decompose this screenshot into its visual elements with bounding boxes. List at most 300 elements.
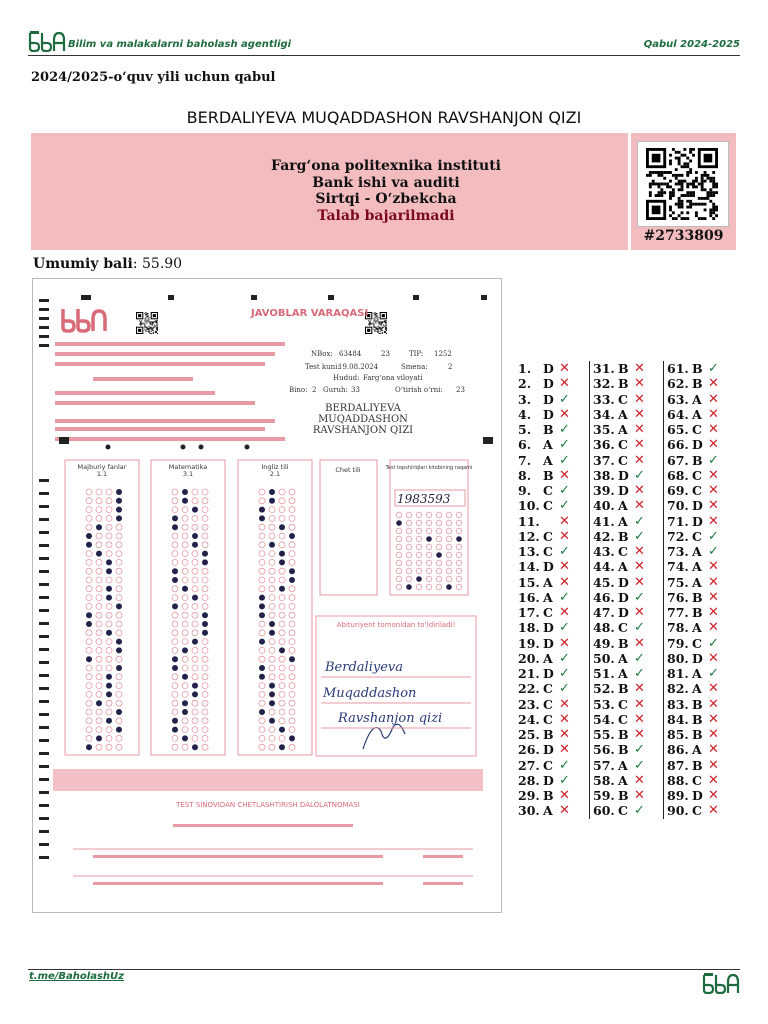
cross-icon: ✕ <box>708 620 719 636</box>
question-number: 18. <box>518 620 540 636</box>
answer-row <box>515 575 593 590</box>
question-number: 59. <box>593 788 615 803</box>
question-number: 66. <box>667 437 689 453</box>
answer-letter: C <box>543 696 553 712</box>
total-score <box>33 256 182 272</box>
answer-row <box>664 422 741 437</box>
question-number: 83. <box>667 696 689 712</box>
answer-row <box>664 758 741 773</box>
question-number: 64. <box>667 406 689 422</box>
answer-letter: A <box>692 406 702 422</box>
answer-column-1 <box>515 361 593 819</box>
answer-row <box>664 742 741 757</box>
sheet-section-5: Test topshiriqlari kitobining raqami <box>385 465 473 471</box>
answer-letter: C <box>543 711 553 727</box>
answer-letter: A <box>543 650 553 666</box>
cross-icon: ✕ <box>708 513 719 529</box>
sheet-qr-icon-2 <box>365 312 387 334</box>
cross-icon: ✕ <box>634 483 645 498</box>
answer-row <box>515 376 593 391</box>
question-number: 15. <box>518 574 540 590</box>
question-number: 53. <box>593 696 615 712</box>
answer-letter: B <box>543 467 554 483</box>
qr-code-icon <box>638 142 728 226</box>
check-icon: ✓ <box>708 666 719 681</box>
question-number: 26. <box>518 742 540 758</box>
answer-letter: A <box>618 559 628 575</box>
cross-icon: ✕ <box>559 361 570 376</box>
sheet-title: JAVOBLAR VARAQASI <box>251 308 369 319</box>
sheet-section-2: Matematika <box>168 463 208 471</box>
answer-row <box>590 376 667 391</box>
answer-letter: D <box>543 376 554 392</box>
sheet-orin: 23 <box>456 386 465 394</box>
cross-icon: ✕ <box>708 559 719 575</box>
cross-icon: ✕ <box>708 406 719 422</box>
answer-row <box>664 590 741 605</box>
question-number: 80. <box>667 650 689 666</box>
answer-letter: C <box>618 711 628 727</box>
admission-year: Qabul 2024-2025 <box>643 39 740 50</box>
question-number: 51. <box>593 666 615 681</box>
question-number: 84. <box>667 711 689 727</box>
cross-icon: ✕ <box>708 498 719 514</box>
answer-letter: C <box>618 803 628 819</box>
check-icon: ✓ <box>634 803 645 819</box>
answer-row <box>590 361 667 376</box>
answer-row <box>515 803 593 818</box>
answer-row <box>590 437 667 452</box>
answer-row <box>664 483 741 498</box>
answer-row <box>590 453 667 468</box>
cross-icon: ✕ <box>559 528 570 544</box>
answer-row <box>590 803 667 818</box>
sheet-qr-icon <box>136 312 158 334</box>
answer-row <box>515 422 593 437</box>
answer-letter: A <box>692 574 702 590</box>
question-number: 13. <box>518 544 540 559</box>
answer-letter: A <box>618 666 628 681</box>
answer-row <box>664 803 741 818</box>
question-number: 23. <box>518 696 540 712</box>
sheet-signature-1: Berdaliyeva <box>325 660 403 675</box>
question-number: 47. <box>593 605 615 620</box>
answer-sheet-scan <box>32 278 502 913</box>
status-text: Talab bajarilmadi <box>317 207 455 224</box>
answer-row <box>515 742 593 757</box>
answer-letter: A <box>618 422 628 437</box>
check-icon: ✓ <box>559 391 570 407</box>
question-number: 79. <box>667 635 689 651</box>
answer-row <box>590 575 667 590</box>
check-icon: ✓ <box>559 772 570 788</box>
cross-icon: ✕ <box>634 605 645 620</box>
check-icon: ✓ <box>559 681 570 697</box>
cross-icon: ✕ <box>634 635 645 651</box>
answer-row <box>590 681 667 696</box>
answer-row <box>664 437 741 452</box>
question-number: 6. <box>518 437 532 453</box>
question-number: 37. <box>593 452 615 468</box>
answer-row <box>515 361 593 376</box>
question-number: 17. <box>518 605 540 620</box>
answer-letter: C <box>692 528 702 544</box>
answer-letter: C <box>543 605 553 620</box>
answer-letter: C <box>543 681 553 697</box>
answer-row <box>515 666 593 681</box>
question-number: 28. <box>518 772 540 788</box>
answer-letter: B <box>618 681 629 697</box>
cross-icon: ✕ <box>634 772 645 788</box>
answer-letter: D <box>543 406 554 422</box>
answer-letter: A <box>543 574 553 590</box>
answer-row <box>664 681 741 696</box>
cross-icon: ✕ <box>634 559 645 575</box>
check-icon: ✓ <box>634 650 645 666</box>
answer-letter: B <box>692 589 703 605</box>
answer-letter: C <box>692 483 702 498</box>
cross-icon: ✕ <box>559 803 570 819</box>
candidate-name: BERDALIYEVA MUQADDASHON RAVSHANJON QIZI <box>186 108 582 127</box>
answer-letter: B <box>618 376 629 392</box>
bba-logo-icon <box>28 30 66 52</box>
answer-row <box>664 498 741 513</box>
question-number: 25. <box>518 727 540 742</box>
candidate-id: #2733809 <box>643 228 724 244</box>
answer-column-2 <box>589 361 667 819</box>
question-number: 41. <box>593 513 615 529</box>
answer-row <box>664 651 741 666</box>
program-info <box>31 158 741 224</box>
sheet-hudud: Farg‘ona viloyati <box>363 374 423 382</box>
sheet-bottom-title: TEST SINOVIDAN CHETLASHTIRISH DALOLATNOMASI <box>176 801 360 809</box>
question-number: 58. <box>593 772 615 788</box>
question-number: 74. <box>667 559 689 575</box>
answer-letter: D <box>618 605 629 620</box>
check-icon: ✓ <box>559 620 570 636</box>
question-number: 36. <box>593 437 615 453</box>
question-number: 87. <box>667 757 689 773</box>
question-number: 73. <box>667 544 689 559</box>
question-number: 63. <box>667 391 689 407</box>
question-number: 68. <box>667 467 689 483</box>
question-number: 56. <box>593 742 615 758</box>
check-icon: ✓ <box>559 437 570 453</box>
question-number: 29. <box>518 788 540 803</box>
answer-letter: A <box>692 742 702 758</box>
answer-row <box>515 392 593 407</box>
check-icon: ✓ <box>634 528 645 544</box>
sheet-orin-label: O‘tirish o‘rni: <box>395 386 443 394</box>
program-name: Bank ishi va auditi <box>312 174 460 191</box>
question-number: 7. <box>518 452 532 468</box>
answer-letter: C <box>543 483 553 498</box>
cross-icon: ✕ <box>708 437 719 453</box>
question-number: 90. <box>667 803 689 819</box>
answer-letter: C <box>692 467 702 483</box>
cross-icon: ✕ <box>559 696 570 712</box>
answer-letter: A <box>618 406 628 422</box>
answer-row <box>515 559 593 574</box>
answer-letter: C <box>692 635 702 651</box>
check-icon: ✓ <box>559 498 570 514</box>
question-number: 62. <box>667 376 689 392</box>
sheet-hudud-label: Hudud: <box>333 374 360 382</box>
answer-row <box>515 788 593 803</box>
cross-icon: ✕ <box>708 772 719 788</box>
answer-letter: D <box>543 391 554 407</box>
answer-row <box>590 407 667 422</box>
question-number: 2. <box>518 376 532 392</box>
cross-icon: ✕ <box>559 788 570 803</box>
question-number: 65. <box>667 422 689 437</box>
answer-row <box>590 773 667 788</box>
answer-letter: B <box>618 528 629 544</box>
page-header <box>28 30 740 56</box>
answer-row <box>590 620 667 635</box>
answer-letter: D <box>618 483 629 498</box>
answer-letter: B <box>692 757 703 773</box>
question-number: 48. <box>593 620 615 636</box>
question-number: 35. <box>593 422 615 437</box>
sheet-section-1-num: 1.1 <box>96 470 108 478</box>
answer-letter: A <box>618 757 628 773</box>
cross-icon: ✕ <box>708 391 719 407</box>
answer-letter: A <box>543 452 553 468</box>
check-icon: ✓ <box>634 757 645 773</box>
cross-icon: ✕ <box>559 727 570 742</box>
answer-letter: B <box>543 788 554 803</box>
sheet-section-3-num: 2.1 <box>269 470 281 478</box>
cross-icon: ✕ <box>559 376 570 392</box>
cross-icon: ✕ <box>559 605 570 620</box>
answer-row <box>664 636 741 651</box>
answer-letter: C <box>618 437 628 453</box>
question-number: 52. <box>593 681 615 697</box>
cross-icon: ✕ <box>634 391 645 407</box>
answer-letter: D <box>543 620 554 636</box>
answer-row <box>515 773 593 788</box>
check-icon: ✓ <box>634 589 645 605</box>
check-icon: ✓ <box>559 483 570 498</box>
answer-row <box>515 514 593 529</box>
check-icon: ✓ <box>708 635 719 651</box>
sheet-guruh-label: Guruh: <box>323 386 348 394</box>
answer-letter: B <box>618 635 629 651</box>
answer-letter: A <box>692 391 702 407</box>
answer-row <box>664 697 741 712</box>
question-number: 14. <box>518 559 540 575</box>
cross-icon: ✕ <box>634 574 645 590</box>
answer-row <box>515 758 593 773</box>
cross-icon: ✕ <box>559 742 570 758</box>
answer-row <box>515 651 593 666</box>
check-icon: ✓ <box>708 528 719 544</box>
answer-row <box>664 376 741 391</box>
question-number: 42. <box>593 528 615 544</box>
score-label: Umumiy bali <box>33 256 133 272</box>
question-number: 10. <box>518 498 540 514</box>
cross-icon: ✕ <box>634 361 645 376</box>
answer-letter: A <box>543 437 553 453</box>
answer-letter: C <box>618 544 628 559</box>
cross-icon: ✕ <box>634 788 645 803</box>
answer-row <box>515 437 593 452</box>
answer-letter: D <box>692 650 703 666</box>
sheet-nbox-label: NBox: <box>311 350 333 358</box>
answer-row <box>590 788 667 803</box>
sheet-book-number: 1983593 <box>397 492 451 506</box>
cross-icon: ✕ <box>708 711 719 727</box>
answer-row <box>515 620 593 635</box>
qr-code <box>637 141 729 227</box>
answer-row <box>664 788 741 803</box>
telegram-link[interactable]: t.me/BaholashUz <box>29 971 124 982</box>
footer-divider <box>28 969 740 970</box>
cross-icon: ✕ <box>708 727 719 742</box>
sheet-bino-label: Bino: <box>289 386 308 394</box>
answer-row <box>590 422 667 437</box>
answer-letter: B <box>692 376 703 392</box>
question-number: 11. <box>518 513 540 529</box>
question-number: 85. <box>667 727 689 742</box>
cross-icon: ✕ <box>708 574 719 590</box>
cross-icon: ✕ <box>708 605 719 620</box>
check-icon: ✓ <box>559 452 570 468</box>
check-icon: ✓ <box>634 467 645 483</box>
answer-row <box>515 697 593 712</box>
answer-row <box>664 773 741 788</box>
check-icon: ✓ <box>634 666 645 681</box>
cross-icon: ✕ <box>634 681 645 697</box>
question-number: 12. <box>518 528 540 544</box>
bba-logo-footer-icon <box>702 972 740 994</box>
question-number: 60. <box>593 803 615 819</box>
answer-letter: C <box>692 803 702 819</box>
question-number: 43. <box>593 544 615 559</box>
answer-letter: D <box>543 559 554 575</box>
cross-icon: ✕ <box>708 483 719 498</box>
question-number: 78. <box>667 620 689 636</box>
answer-row <box>664 361 741 376</box>
question-number: 50. <box>593 650 615 666</box>
question-number: 30. <box>518 803 540 819</box>
sheet-section-2-num: 3.1 <box>182 470 194 478</box>
sheet-logo-icon <box>63 309 105 331</box>
cross-icon: ✕ <box>708 696 719 712</box>
question-number: 86. <box>667 742 689 758</box>
sheet-name-2: MUQADDASHON <box>318 414 408 425</box>
sheet-nbox: 63484 <box>339 350 362 358</box>
answer-letter: D <box>692 498 703 514</box>
answer-letter: D <box>692 437 703 453</box>
check-icon: ✓ <box>559 666 570 681</box>
cross-icon: ✕ <box>559 559 570 575</box>
answer-row <box>515 468 593 483</box>
question-number: 77. <box>667 605 689 620</box>
sheet-tip-label: TIP: <box>409 350 424 358</box>
question-number: 44. <box>593 559 615 575</box>
cross-icon: ✕ <box>708 681 719 697</box>
answer-row <box>664 468 741 483</box>
question-number: 89. <box>667 788 689 803</box>
cross-icon: ✕ <box>559 574 570 590</box>
answer-row <box>664 544 741 559</box>
question-number: 20. <box>518 650 540 666</box>
sheet-section-3: Ingliz tili <box>261 463 289 471</box>
check-icon: ✓ <box>708 452 719 468</box>
answer-letter: D <box>618 574 629 590</box>
answer-row <box>664 727 741 742</box>
question-number: 33. <box>593 391 615 407</box>
question-number: 21. <box>518 666 540 681</box>
answer-letter: D <box>692 788 703 803</box>
answer-letter: A <box>692 666 702 681</box>
answer-row <box>590 529 667 544</box>
answer-row <box>590 392 667 407</box>
question-number: 49. <box>593 635 615 651</box>
answer-row <box>590 605 667 620</box>
answer-row <box>590 758 667 773</box>
answer-letter: B <box>692 361 703 376</box>
answer-row <box>590 559 667 574</box>
answer-letter: C <box>543 544 553 559</box>
question-number: 45. <box>593 574 615 590</box>
question-number: 31. <box>593 361 615 376</box>
answer-row <box>664 605 741 620</box>
answer-letter: C <box>618 696 628 712</box>
answer-letter: A <box>692 620 702 636</box>
answer-letter: B <box>618 727 629 742</box>
answer-row <box>590 514 667 529</box>
check-icon: ✓ <box>708 544 719 559</box>
question-number: 22. <box>518 681 540 697</box>
answer-row <box>515 681 593 696</box>
answer-row <box>515 529 593 544</box>
sheet-bino: 2 <box>312 386 317 394</box>
answer-row <box>664 529 741 544</box>
cross-icon: ✕ <box>708 376 719 392</box>
question-number: 88. <box>667 772 689 788</box>
answer-row <box>590 712 667 727</box>
answer-letter: D <box>618 467 629 483</box>
answer-letter: B <box>692 711 703 727</box>
answer-letter: C <box>692 422 702 437</box>
cross-icon: ✕ <box>559 406 570 422</box>
answer-letter: B <box>692 727 703 742</box>
answer-letter: B <box>618 788 629 803</box>
answer-letter: B <box>618 361 629 376</box>
sheet-signature-2: Muqaddashon <box>323 686 417 701</box>
check-icon: ✓ <box>708 361 719 376</box>
answer-letter: B <box>692 452 703 468</box>
sheet-signature-3: Ravshanjon qizi <box>338 711 443 726</box>
question-number: 39. <box>593 483 615 498</box>
question-number: 82. <box>667 681 689 697</box>
question-number: 3. <box>518 391 532 407</box>
check-icon: ✓ <box>559 544 570 559</box>
answer-letter: B <box>618 742 629 758</box>
cross-icon: ✕ <box>708 650 719 666</box>
answer-letter: A <box>618 650 628 666</box>
check-icon: ✓ <box>559 422 570 437</box>
answer-letter: D <box>618 589 629 605</box>
cross-icon: ✕ <box>634 498 645 514</box>
question-number: 34. <box>593 406 615 422</box>
sheet-smena: 2 <box>448 363 453 371</box>
cross-icon: ✕ <box>708 589 719 605</box>
check-icon: ✓ <box>634 620 645 636</box>
